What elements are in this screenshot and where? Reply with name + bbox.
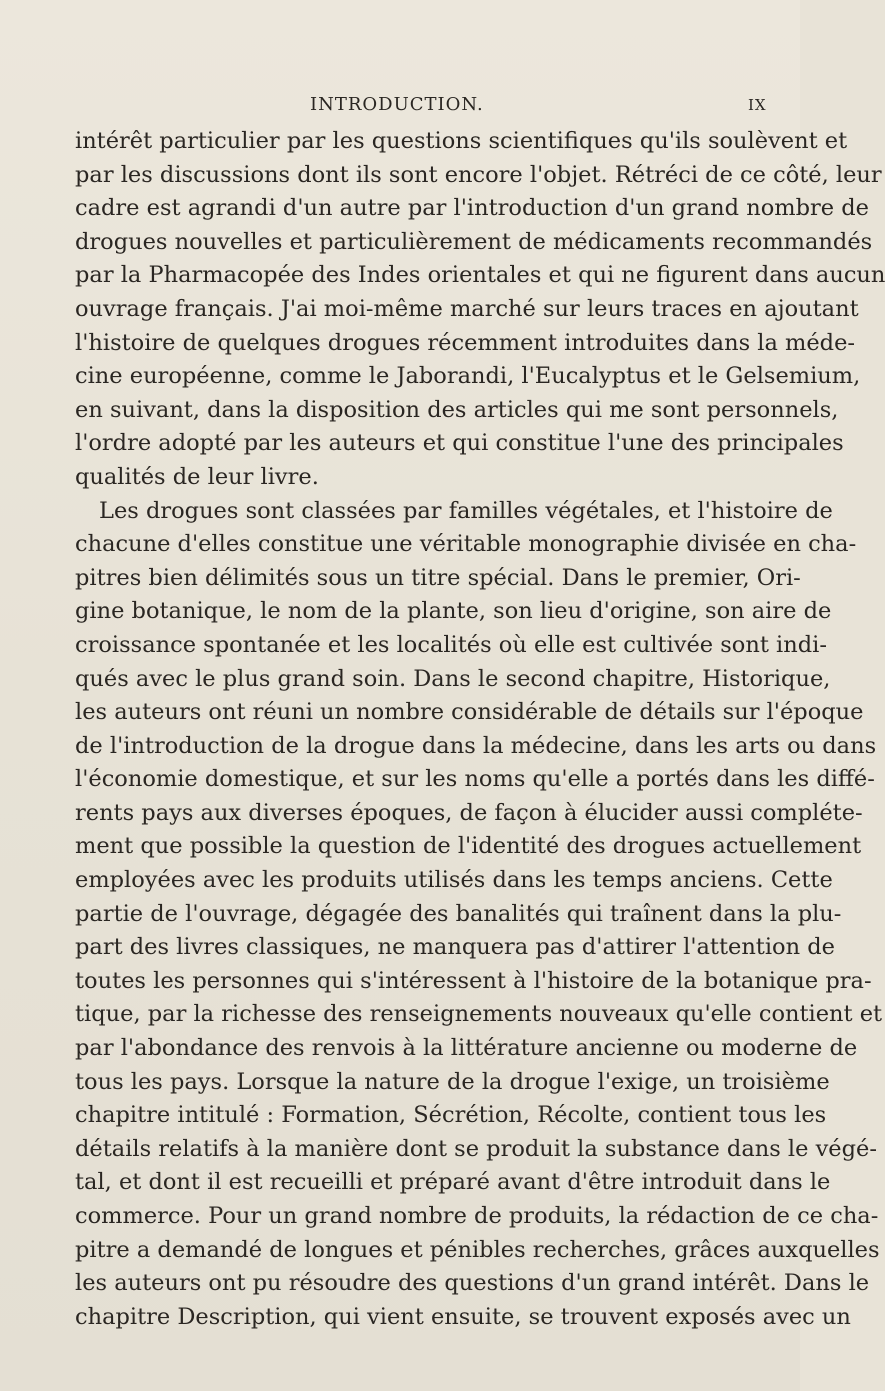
text-line: pitres bien délimités sous un titre spécial. Dans le premier, Ori- xyxy=(75,564,801,591)
text-line: croissance spontanée et les localités où elle est cultivée sont indi- xyxy=(75,631,827,658)
text-line: pitre a demandé de longues et pénibles recherches, grâces auxquelles xyxy=(75,1236,880,1263)
text-line: drogues nouvelles et particulièrement de médicaments recommandés xyxy=(75,228,873,255)
text-line: intérêt particulier par les questions scientifiques qu'ils soulèvent et xyxy=(75,128,848,154)
text-line-paragraph-end: qualités de leur livre. xyxy=(75,463,319,490)
text-line: employées avec les produits utilisés dans les temps anciens. Cette xyxy=(75,867,833,894)
text-line: par l'abondance des renvois à la littérature ancienne ou moderne de xyxy=(75,1035,858,1062)
text-line: ouvrage français. J'ai moi-même marché sur leurs traces en ajoutant xyxy=(75,295,859,322)
text-line: ment que possible la question de l'identité des drogues actuellement xyxy=(75,833,862,860)
text-line: l'ordre adopté par les auteurs et qui constitue l'une des principales xyxy=(75,430,844,457)
text-line: toutes les personnes qui s'intéressent à l'histoire de la botanique pra- xyxy=(75,967,872,994)
text-line: chapitre Description, qui vient ensuite, se trouvent exposés avec un xyxy=(75,1303,851,1330)
text-line: détails relatifs à la manière dont se produit la substance dans le végé- xyxy=(75,1135,877,1162)
text-line: par les discussions dont ils sont encore l'objet. Rétréci de ce côté, leur xyxy=(75,161,882,188)
text-line: les auteurs ont réuni un nombre considérable de détails sur l'époque xyxy=(75,699,864,726)
text-line: l'histoire de quelques drogues récemment introduites dans la méde- xyxy=(75,329,855,356)
text-line: cine européenne, comme le Jaborandi, l'Eucalyptus et le Gelsemium, xyxy=(75,363,861,390)
text-line: rents pays aux diverses époques, de façon à élucider aussi compléte- xyxy=(75,799,863,826)
text-line: l'économie domestique, et sur les noms qu'elle a portés dans les diffé- xyxy=(75,766,875,793)
text-line: chacune d'elles constitue une véritable monographie divisée en cha- xyxy=(75,531,857,558)
text-line: par la Pharmacopée des Indes orientales et qui ne figurent dans aucun xyxy=(75,262,885,289)
text-line: tal, et dont il est recueilli et préparé avant d'être introduit dans le xyxy=(75,1169,831,1196)
text-line: qués avec le plus grand soin. Dans le second chapitre, Historique, xyxy=(75,665,831,692)
text-line: en suivant, dans la disposition des articles qui me sont personnels, xyxy=(75,396,839,423)
text-line: chapitre intitulé : Formation, Sécrétion, Récolte, contient tous les xyxy=(75,1102,827,1129)
text-line: gine botanique, le nom de la plante, son lieu d'origine, son aire de xyxy=(75,598,832,625)
running-head xyxy=(0,94,800,118)
text-line: cadre est agrandi d'un autre par l'introduction d'un grand nombre de xyxy=(75,195,869,222)
text-line: les auteurs ont pu résoudre des questions d'un grand intérêt. Dans le xyxy=(75,1270,870,1297)
text-line-paragraph-start: Les drogues sont classées par familles végétales, et l'histoire de xyxy=(99,497,833,524)
body-text xyxy=(75,125,885,1334)
running-title: INTRODUCTION. xyxy=(310,94,484,115)
text-line: commerce. Pour un grand nombre de produits, la rédaction de ce cha- xyxy=(75,1203,879,1229)
text-line: partie de l'ouvrage, dégagée des banalités qui traînent dans la plu- xyxy=(75,900,842,927)
text-line: tous les pays. Lorsque la nature de la drogue l'exige, un troisième xyxy=(75,1068,830,1095)
text-line: de l'introduction de la drogue dans la médecine, dans les arts ou dans xyxy=(75,732,877,759)
text-line: tique, par la richesse des renseignements nouveaux qu'elle contient et xyxy=(75,1001,883,1028)
page-number: IX xyxy=(748,96,767,114)
text-line: part des livres classiques, ne manquera pas d'attirer l'attention de xyxy=(75,934,835,961)
